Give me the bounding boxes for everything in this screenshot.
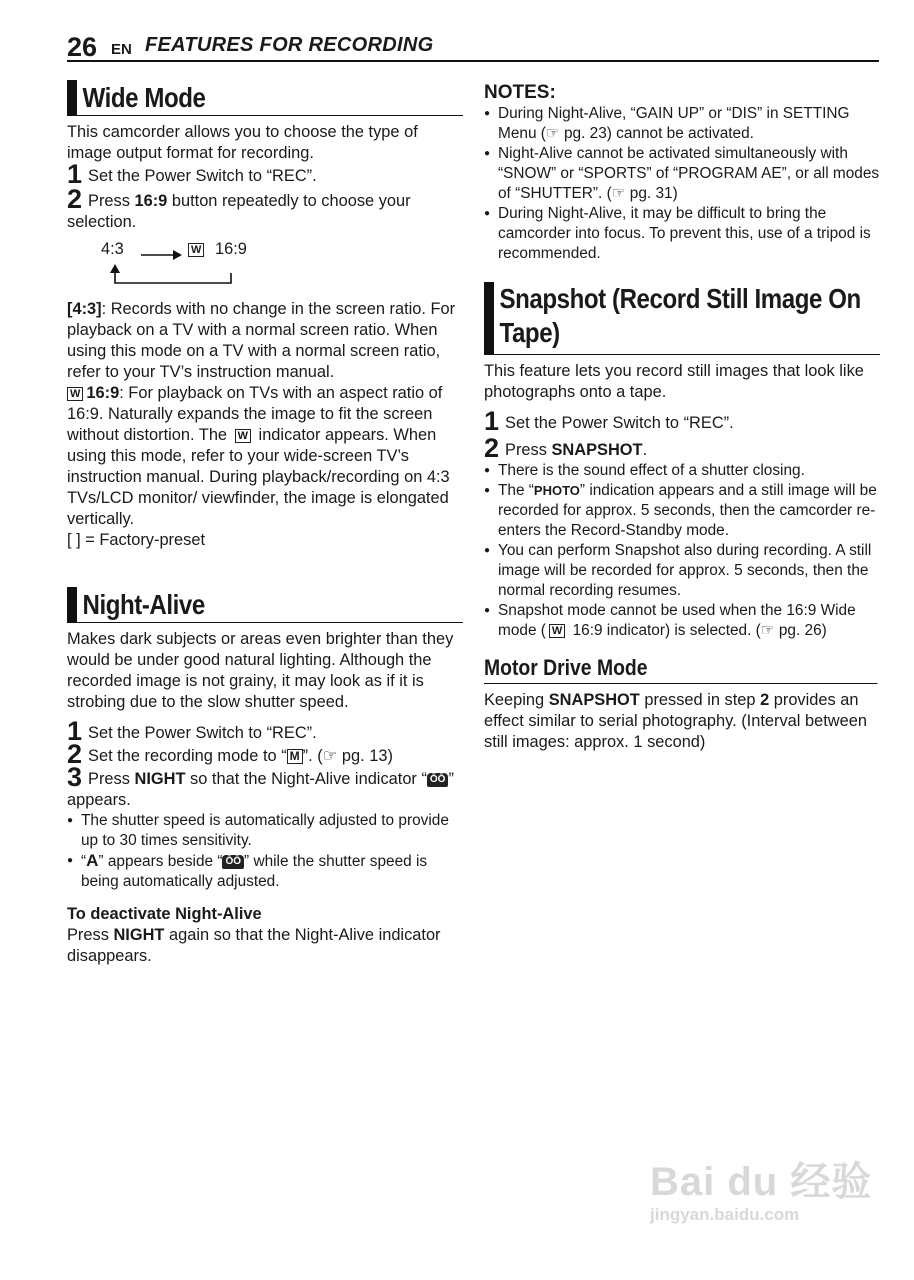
list-item: ● Night-Alive cannot be activated simultaneously with “SNOW” or “SPORTS” of “PROGRAM AE”, or all modes of “SHUTTER”. (☞ pg. 31) [484,144,880,204]
section-night-alive [67,587,463,623]
list-item: ● You can perform Snapshot also during recording. A still image will be recorded for approx. 5 seconds, then the normal recording resumes. [484,541,880,601]
night-bullets [67,811,463,892]
list-item: ● Snapshot mode cannot be used when the 16:9 Wide mode ( W 16:9 indicator) is selected. (☞ pg. 26) [484,601,880,641]
deactivate-title: To deactivate Night-Alive [67,905,262,923]
notes-list [484,104,880,264]
baidu-watermark [650,1150,872,1225]
step-3: 3 Press NIGHT so that the Night-Alive indicator “ ŌŌ ” appears. [67,762,454,809]
section-title: Wide Mode [82,82,206,113]
right-column [484,82,880,753]
step-1: 1 Set the Power Switch to “REC”. [67,159,317,189]
notes-title: NOTES: [484,82,556,103]
section-wide-mode [67,80,463,116]
language-code: EN [111,41,132,58]
owl-icon: ŌŌ [222,855,244,869]
step-1: 1 Set the Power Switch to “REC”. [484,406,734,436]
step-2: 2 Press 16:9 button repeatedly to choose your selection. [67,184,411,231]
left-column [67,80,463,967]
owl-icon: ŌŌ [427,773,449,787]
list-item: ● The “PHOTO” indication appears and a still image will be recorded for approx. 5 seconds, then the camcorder re-enters the Record-Standby mode. [484,481,880,541]
section-title-line-2: Tape) [499,317,560,348]
chapter-title: FEATURES FOR RECORDING [145,34,434,56]
factory-note: [ ] = Factory-preset [67,531,205,549]
section-title: Night-Alive [82,589,205,620]
step-2: 2 Set the recording mode to “ M ”. (☞ pg. 13) [67,739,393,769]
list-item: ● The shutter speed is automatically adjusted to provide up to 30 times sensitivity. [67,811,463,851]
section-snapshot [484,282,880,355]
auto-icon: A [86,851,99,870]
deactivate-text: Press NIGHT again so that the Night-Alive indicator disappears. [67,926,441,965]
watermark-url: jingyan.baidu.com [650,1205,800,1224]
page-number: 26 [67,32,98,62]
paragraph-43: [4:3]: Records with no change in the screen ratio. For playback on a TV with a normal screen ratio. When using this mode on a TV with a normal screen ratio, refer to your TV’s instruction manual. [67,300,456,381]
wide-icon: W [235,429,251,443]
list-item: ● There is the sound effect of a shutter closing. [484,461,880,481]
wide-icon: W [67,387,83,401]
watermark-logo: Bai du 经验 [650,1160,873,1204]
step-2: 2 Press SNAPSHOT. [484,433,648,463]
paragraph: Makes dark subjects or areas even brighter than they would be under good natural lighting. Although the recorded image is not grainy, it may look as if it is strobing due to the slow shutter speed. [67,630,454,711]
section-title-line-1: Snapshot (Record Still Image On [499,283,861,314]
list-item: ● During Night-Alive, it may be difficult to bring the camcorder into focus. To prevent this, use of a tripod is recommended. [484,204,880,264]
list-item: ● “A” appears beside “ ŌŌ ” while the shutter speed is being automatically adjusted. [67,851,463,892]
aspect-diagram [67,233,463,299]
motor-paragraph: Keeping SNAPSHOT pressed in step 2 provides an effect similar to serial photography. (Interval between still images: approx. 1 second) [484,691,867,751]
paragraph: This camcorder allows you to choose the type of image output format for recording. [67,123,418,162]
wide-icon: W [549,624,565,638]
manual-mode-icon: M [287,749,303,764]
paragraph: This feature lets you record still images that look like photographs onto a tape. [484,362,864,401]
list-item: ● During Night-Alive, “GAIN UP” or “DIS” in SETTING Menu (☞ pg. 23) cannot be activated. [484,104,880,144]
diagram-label-169: 16:9 [215,240,247,258]
page-header [67,32,879,62]
paragraph-169: W 16:9: For playback on TVs with an aspect ratio of 16:9. Naturally expands the image to fit the screen without distortion. The W indicator appears. When using this mode, refer to your wide-screen TV’s instruction manual. During playback/recording on 4:3 TVs/LCD monitor/ viewfinder, the image is elongated vertically. [67,384,450,528]
wide-icon: W [188,243,204,257]
diagram-label-43: 4:3 [101,240,124,258]
step-1: 1 Set the Power Switch to “REC”. [67,716,317,746]
subsection-title: Motor Drive Mode [484,653,878,684]
snapshot-bullets [484,461,880,641]
